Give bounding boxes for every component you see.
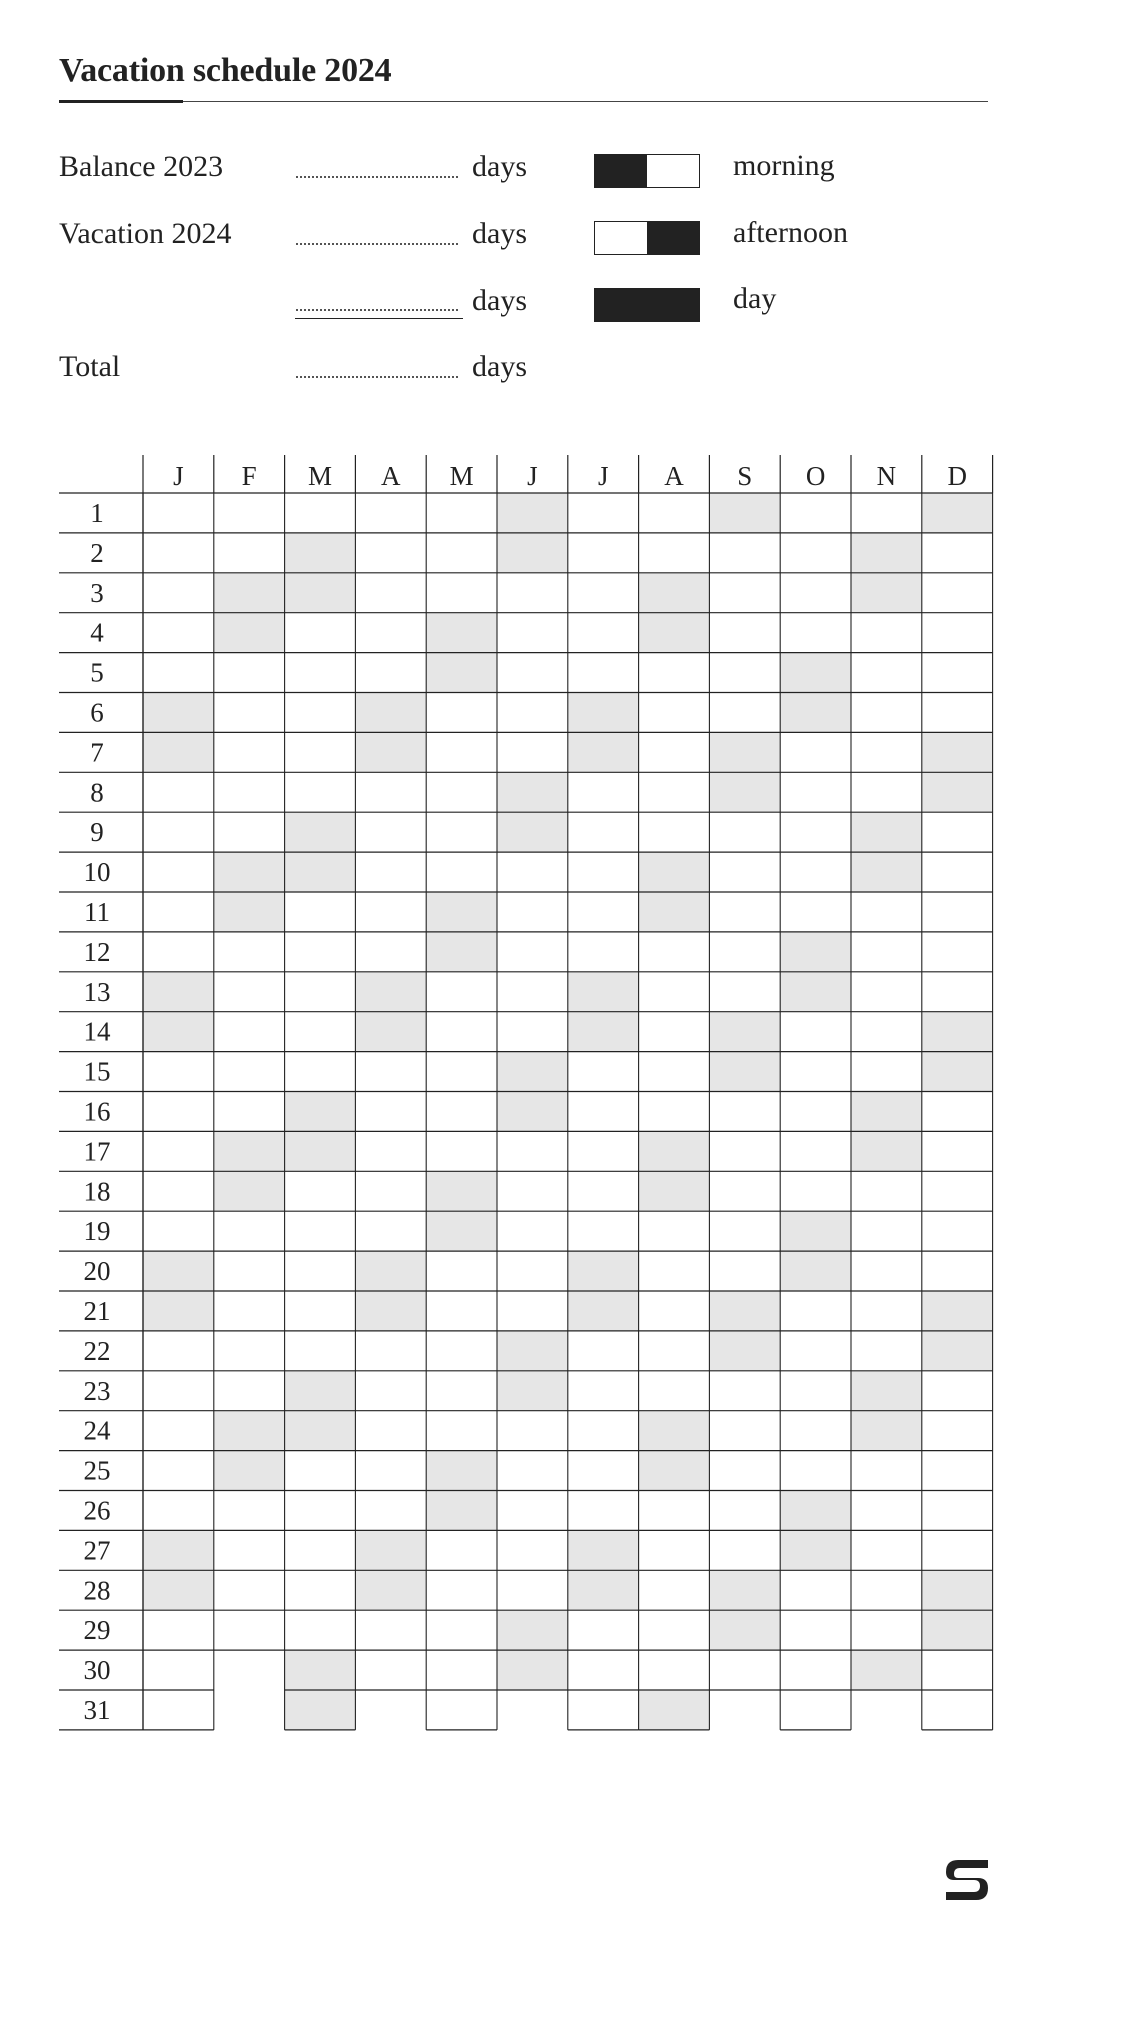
weekend-cell[interactable]: [639, 892, 710, 932]
weekend-cell[interactable]: [214, 573, 285, 613]
weekend-cell[interactable]: [922, 772, 993, 812]
month-header: M: [307, 461, 333, 491]
day-number: 31: [83, 1695, 111, 1725]
weekend-cell[interactable]: [922, 1331, 993, 1371]
weekend-cell[interactable]: [497, 1331, 568, 1371]
weekend-cell[interactable]: [851, 1371, 922, 1411]
weekend-cell[interactable]: [709, 772, 780, 812]
weekend-cell[interactable]: [285, 812, 356, 852]
day-number: 2: [90, 537, 104, 568]
weekend-cell[interactable]: [851, 1131, 922, 1171]
weekend-cell[interactable]: [922, 1610, 993, 1650]
weekend-cell[interactable]: [355, 693, 426, 733]
weekend-cell[interactable]: [639, 1131, 710, 1171]
month-header: F: [241, 461, 257, 491]
weekend-cell[interactable]: [780, 1530, 851, 1570]
weekend-cell[interactable]: [497, 1092, 568, 1132]
day-number: 19: [83, 1216, 111, 1247]
day-number: 21: [83, 1296, 111, 1326]
weekend-cell[interactable]: [922, 732, 993, 772]
total-label: Total: [59, 350, 121, 383]
day-number: 26: [83, 1495, 111, 1526]
weekend-cell[interactable]: [639, 1690, 710, 1730]
weekend-cell[interactable]: [285, 1690, 356, 1730]
weekend-cell[interactable]: [143, 1291, 214, 1331]
weekend-cell[interactable]: [355, 1012, 426, 1052]
weekend-cell[interactable]: [355, 1570, 426, 1610]
day-number: 9: [90, 817, 104, 848]
month-header: J: [173, 461, 184, 491]
weekend-cell[interactable]: [214, 1131, 285, 1171]
weekend-cell[interactable]: [568, 972, 639, 1012]
day-number: 27: [83, 1535, 111, 1566]
weekend-cell[interactable]: [922, 1052, 993, 1092]
day-number: 28: [83, 1575, 111, 1606]
day-number: 17: [83, 1136, 111, 1167]
weekend-cell[interactable]: [497, 1650, 568, 1690]
day-number: 23: [83, 1375, 111, 1406]
weekend-cell[interactable]: [426, 892, 497, 932]
weekend-cell[interactable]: [285, 1092, 356, 1132]
legend-afternoon-label: afternoon: [733, 216, 848, 249]
weekend-cell[interactable]: [285, 1371, 356, 1411]
weekend-cell[interactable]: [285, 1131, 356, 1171]
weekend-cell[interactable]: [143, 1530, 214, 1570]
day-number: 12: [83, 936, 111, 967]
weekend-cell[interactable]: [568, 1251, 639, 1291]
weekend-cell[interactable]: [568, 693, 639, 733]
weekend-cell[interactable]: [851, 573, 922, 613]
weekend-cell[interactable]: [285, 533, 356, 573]
weekend-cell[interactable]: [639, 573, 710, 613]
weekend-cell[interactable]: [497, 1371, 568, 1411]
weekend-cell[interactable]: [143, 1012, 214, 1052]
weekend-cell[interactable]: [568, 1012, 639, 1052]
weekend-cell[interactable]: [639, 1411, 710, 1451]
weekend-cell[interactable]: [568, 1530, 639, 1570]
weekend-cell[interactable]: [709, 1052, 780, 1092]
weekend-cell[interactable]: [214, 613, 285, 653]
weekend-cell[interactable]: [497, 772, 568, 812]
weekend-cell[interactable]: [497, 1052, 568, 1092]
weekend-cell[interactable]: [709, 1610, 780, 1650]
day-number: 20: [83, 1256, 111, 1287]
weekend-cell[interactable]: [214, 892, 285, 932]
weekend-cell[interactable]: [143, 693, 214, 733]
weekend-cell[interactable]: [355, 1530, 426, 1570]
weekend-cell[interactable]: [568, 1291, 639, 1331]
total-unit: days: [472, 350, 527, 383]
day-number: 5: [90, 657, 104, 688]
weekend-cell[interactable]: [285, 1650, 356, 1690]
weekend-cell[interactable]: [568, 1570, 639, 1610]
weekend-cell[interactable]: [285, 1411, 356, 1451]
weekend-cell[interactable]: [780, 693, 851, 733]
weekend-cell[interactable]: [709, 1012, 780, 1052]
weekend-cell[interactable]: [639, 852, 710, 892]
weekend-cell[interactable]: [355, 732, 426, 772]
day-number: 10: [83, 857, 111, 888]
weekend-cell[interactable]: [497, 1610, 568, 1650]
day-number: 6: [90, 697, 104, 728]
day-number: 15: [83, 1056, 111, 1087]
month-header: S: [737, 461, 753, 491]
weekend-cell[interactable]: [851, 1092, 922, 1132]
weekend-cell[interactable]: [709, 732, 780, 772]
weekend-cell[interactable]: [922, 1291, 993, 1331]
weekend-cell[interactable]: [639, 613, 710, 653]
day-number: 18: [83, 1176, 111, 1207]
month-header: N: [876, 461, 897, 491]
day-number: 4: [90, 617, 104, 648]
month-header: O: [805, 461, 826, 491]
weekend-cell[interactable]: [285, 852, 356, 892]
weekend-cell[interactable]: [143, 1570, 214, 1610]
vacation-unit: days: [472, 217, 527, 250]
weekend-cell[interactable]: [851, 1411, 922, 1451]
day-number: 7: [90, 737, 104, 768]
day-number: 8: [90, 777, 104, 808]
month-header: J: [597, 461, 609, 491]
day-number: 29: [83, 1615, 111, 1646]
day-number: 30: [83, 1655, 111, 1686]
weekend-cell[interactable]: [780, 1491, 851, 1531]
weekend-cell[interactable]: [922, 1012, 993, 1052]
legend-morning-label: morning: [733, 149, 835, 182]
weekend-cell[interactable]: [426, 1171, 497, 1211]
subtotal-unit: days: [472, 284, 527, 317]
day-number: 14: [83, 1016, 111, 1047]
weekend-cell[interactable]: [709, 493, 780, 533]
weekend-cell[interactable]: [780, 972, 851, 1012]
day-number: 25: [83, 1455, 111, 1486]
month-header: M: [449, 461, 474, 491]
weekend-cell[interactable]: [426, 1491, 497, 1531]
weekend-cell[interactable]: [355, 1251, 426, 1291]
weekend-cell[interactable]: [709, 1331, 780, 1371]
weekend-cell[interactable]: [709, 1570, 780, 1610]
weekend-cell[interactable]: [780, 1251, 851, 1291]
weekend-cell[interactable]: [922, 1570, 993, 1610]
weekend-cell[interactable]: [780, 1211, 851, 1251]
weekend-cell[interactable]: [851, 852, 922, 892]
weekend-cell[interactable]: [214, 852, 285, 892]
vacation-label: Vacation 2024: [59, 217, 232, 250]
weekend-cell[interactable]: [285, 573, 356, 613]
weekend-cell[interactable]: [143, 1251, 214, 1291]
day-number: 3: [90, 577, 104, 608]
brand-s-logo-icon: [944, 1856, 990, 1904]
weekend-cell[interactable]: [426, 1211, 497, 1251]
weekend-cell[interactable]: [497, 533, 568, 573]
weekend-cell[interactable]: [639, 1171, 710, 1211]
page-title: Vacation schedule 2024: [59, 52, 392, 89]
day-number: 22: [83, 1335, 111, 1366]
legend-day-label: day: [733, 282, 777, 315]
weekend-cell[interactable]: [214, 1411, 285, 1451]
weekend-cell[interactable]: [922, 493, 993, 533]
day-number: 16: [83, 1096, 111, 1127]
weekend-cell[interactable]: [497, 493, 568, 533]
weekend-cell[interactable]: [426, 1451, 497, 1491]
weekend-cell[interactable]: [780, 653, 851, 693]
weekend-cell[interactable]: [426, 932, 497, 972]
weekend-cell[interactable]: [780, 932, 851, 972]
day-number: 11: [84, 897, 110, 927]
weekend-cell[interactable]: [426, 653, 497, 693]
weekend-cell[interactable]: [851, 533, 922, 573]
weekend-cell[interactable]: [497, 812, 568, 852]
weekend-cell[interactable]: [639, 1451, 710, 1491]
day-number: 24: [83, 1415, 111, 1446]
weekend-cell[interactable]: [214, 1171, 285, 1211]
weekend-cell[interactable]: [355, 972, 426, 1012]
weekend-cell[interactable]: [851, 1650, 922, 1690]
weekend-cell[interactable]: [426, 613, 497, 653]
month-header: A: [381, 461, 401, 491]
month-header: J: [527, 461, 538, 491]
month-header: A: [664, 461, 684, 491]
day-number: 13: [83, 976, 111, 1007]
weekend-cell[interactable]: [143, 972, 214, 1012]
weekend-cell[interactable]: [214, 1451, 285, 1491]
weekend-cell[interactable]: [709, 1291, 780, 1331]
balance-label: Balance 2023: [59, 150, 224, 183]
day-number: 1: [90, 498, 104, 528]
weekend-cell[interactable]: [355, 1291, 426, 1331]
balance-unit: days: [472, 150, 527, 183]
weekend-cell[interactable]: [851, 812, 922, 852]
month-header: D: [947, 461, 967, 491]
weekend-cell[interactable]: [143, 732, 214, 772]
weekend-cell[interactable]: [568, 732, 639, 772]
